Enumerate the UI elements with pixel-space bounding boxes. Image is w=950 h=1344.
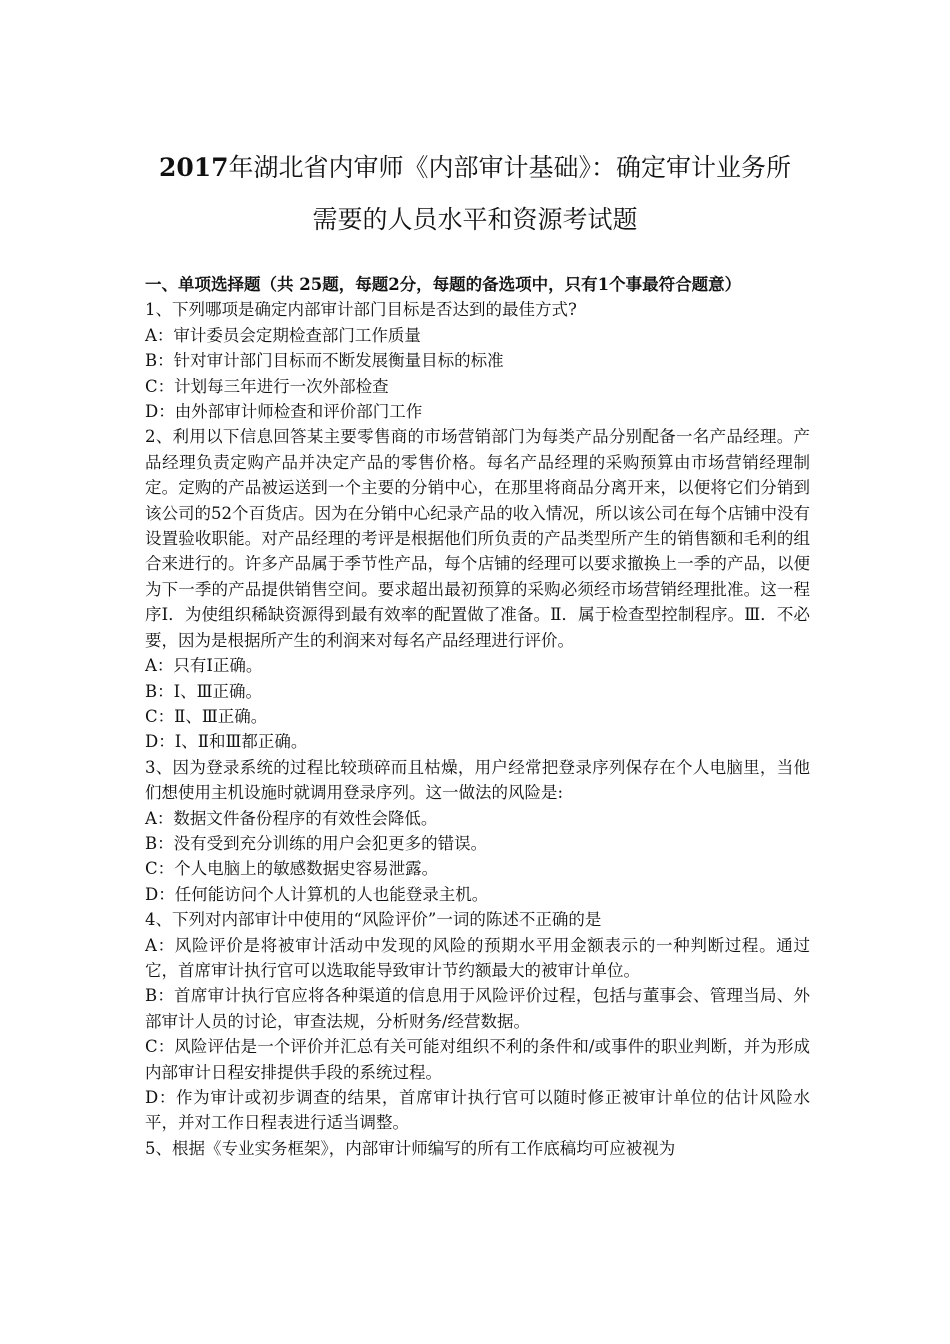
option-b: B：没有受到充分训练的用户会犯更多的错误。 — [145, 833, 488, 853]
question-stem: 3、因为登录系统的过程比较琐碎而且枯燥，用户经常把登录序列保存在个人电脑里，当他们想使用主机设施时就调用登录序列。这一做法的风险是: — [145, 757, 810, 803]
question-stem: 5、根据《专业实务框架》，内部审计师编写的所有工作底稿均可应被视为 — [145, 1138, 676, 1158]
section-heading: 一、单项选择题（共 25题，每题2分，每题的备选项中，只有1个事最符合题意） — [145, 275, 742, 294]
option-a: A：风险评价是将被审计活动中发现的风险的预期水平用金额表示的一种判断过程。通过它，首席审计执行官可以选取能导致审计节约额最大的被审计单位。 — [145, 935, 810, 980]
document-title — [120, 142, 830, 246]
option-c: C：计划每三年进行一次外部检查 — [145, 376, 389, 396]
option-c: C：Ⅱ、Ⅲ正确。 — [145, 706, 268, 726]
option-c: C：风险评估是一个评价并汇总有关可能对组织不利的条件和/或事件的职业判断，并为形成内部审计日程安排提供手段的系统过程。 — [145, 1037, 810, 1082]
question-stem: 2、利用以下信息回答某主要零售商的市场营销部门为每类产品分别配备一名产品经理。产品经理负责定购产品并决定产品的零售价格。每名产品经理的采购预算由市场营销经理制定。定购的产品被运送到一个主要的分销中心，在那里将商品分离开来，以便将它们分销到该公司的52个百货店。因为在分销中心纪录产品的收入情况，所以该公司在每个店铺中没有设置验收职能。对产品经理的考评是根据他们所负责的产品类型所产生的销售额和毛利的组合来进行的。许多产品属于季节性产品，每个店铺的经理可以要求撤换上一季的产品，以便为下一季的产品提供销售空间。要求超出最初预算的采购必须经市场营销经理批准。这一程序Ⅰ．为使组织稀缺资源得到最有效率的配置做了准备。Ⅱ．属于检查型控制程序。Ⅲ．不必要，因为是根据所产生的利润来对每名产品经理进行评价。 — [145, 427, 810, 650]
question-4 — [145, 907, 810, 1136]
title-line-1: 年湖北省内审师《内部审计基础》：确定审计业务所 — [228, 153, 792, 182]
option-d: D：由外部审计师检查和评价部门工作 — [145, 402, 423, 422]
option-b: B：针对审计部门目标而不断发展衡量目标的标准 — [145, 351, 504, 371]
document-body — [145, 272, 810, 1161]
option-d: D：Ⅰ、Ⅱ和Ⅲ都正确。 — [145, 732, 308, 752]
option-a: A：只有Ⅰ正确。 — [145, 656, 263, 676]
question-stem: 4、下列对内部审计中使用的“风险评价”一词的陈述不正确的是 — [145, 910, 602, 930]
option-d: D：任何能访问个人计算机的人也能登录主机。 — [145, 884, 489, 904]
title-year: 2017 — [158, 153, 229, 182]
option-b: B：首席审计执行官应将各种渠道的信息用于风险评价过程，包括与董事会、管理当局、外部审计人员的讨论，审查法规，分析财务/经营数据。 — [145, 986, 810, 1031]
question-stem: 1、下列哪项是确定内部审计部门目标是否达到的最佳方式? — [145, 300, 577, 320]
question-1 — [145, 297, 810, 424]
question-2 — [145, 424, 810, 754]
option-a: A：审计委员会定期检查部门工作质量 — [145, 325, 421, 345]
question-5 — [145, 1136, 810, 1161]
option-d: D：作为审计或初步调查的结果，首席审计执行官可以随时修正被审计单位的估计风险水平，并对工作日程表进行适当调整。 — [145, 1088, 810, 1133]
title-line-2: 需要的人员水平和资源考试题 — [312, 205, 638, 234]
option-a: A：数据文件备份程序的有效性会降低。 — [145, 808, 438, 828]
question-3 — [145, 755, 810, 907]
option-c: C：个人电脑上的敏感数据史容易泄露。 — [145, 859, 439, 879]
option-b: B：Ⅰ、Ⅲ正确。 — [145, 681, 263, 701]
